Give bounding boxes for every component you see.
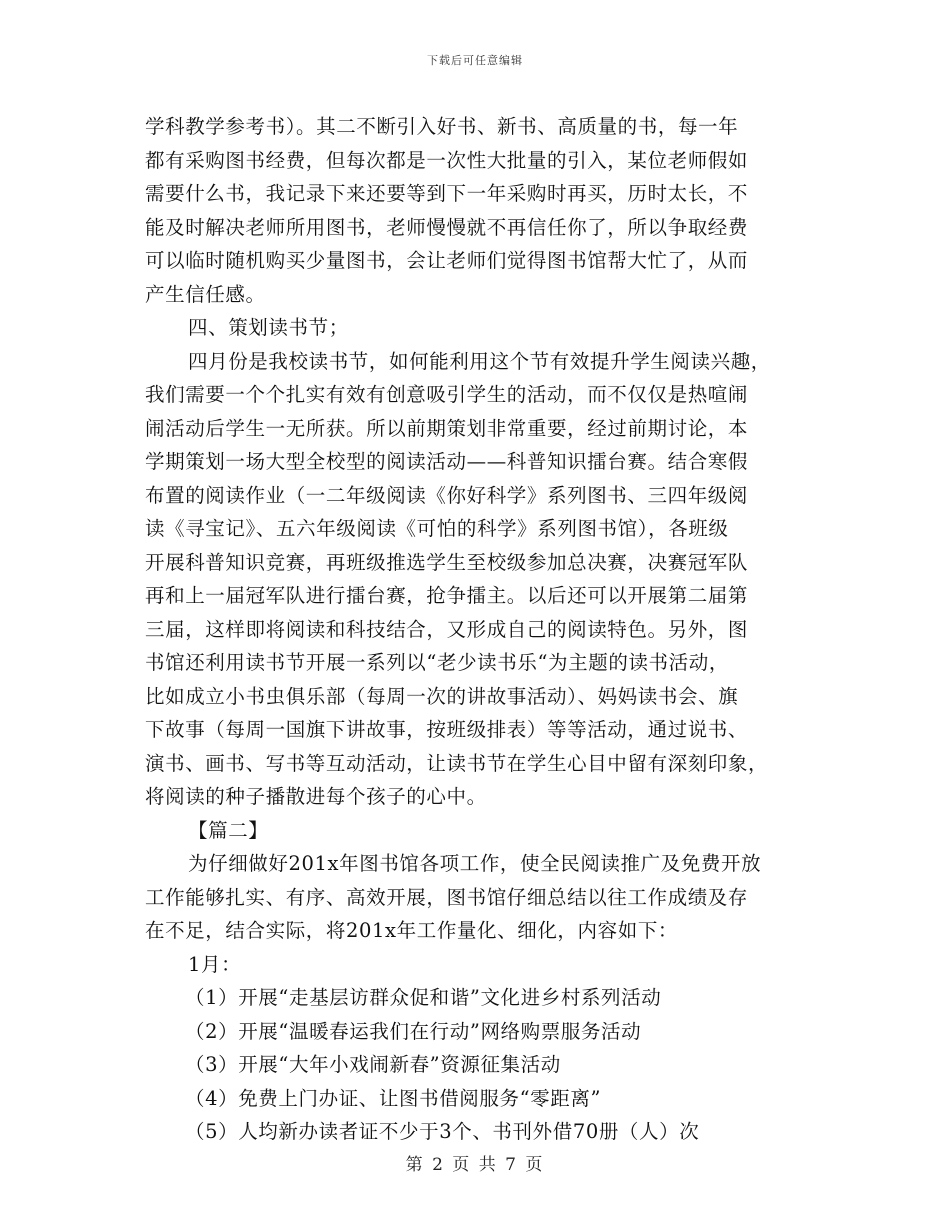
text-line: 工作能够扎实、有序、高效开展，图书馆仔细总结以往工作成绩及存 bbox=[145, 885, 749, 909]
text-line: 四月份是我校读书节，如何能利用这个节有效提升学生阅读兴趣， bbox=[188, 349, 771, 373]
text-line: 演书、画书、写书等互动活动，让读书节在学生心目中留有深刻印象， bbox=[145, 751, 769, 775]
document-body bbox=[145, 110, 810, 1149]
text-line: 开展科普知识竞赛，再班级推选学生至校级参加总决赛，决赛冠军队 bbox=[145, 550, 749, 574]
page-number-footer: 第 2 页 共 7 页 bbox=[405, 1155, 545, 1175]
text-line: 闹活动后学生一无所获。所以前期策划非常重要，经过前期讨论，本 bbox=[145, 416, 749, 440]
text-line: 需要什么书，我记录下来还要等到下一年采购时再买，历时太长，不 bbox=[145, 182, 749, 205]
text-line: 能及时解决老师所用图书，老师慢慢就不再信任你了，所以争取经费 bbox=[145, 215, 749, 239]
text-line: 【篇二】 bbox=[188, 818, 269, 842]
text-line: 在不足，结合实际，将201x年工作量化、细化，内容如下： bbox=[145, 919, 679, 942]
text-line: 产生信任感。 bbox=[145, 282, 266, 306]
text-line: 比如成立小书虫俱乐部（每周一次的讲故事活动）、妈妈读书会、旗 bbox=[145, 684, 739, 708]
text-line: 我们需要一个个扎实有效有创意吸引学生的活动，而不仅仅是热喧闹 bbox=[145, 383, 749, 406]
text-line: 三届，这样即将阅读和科技结合，又形成自己的阅读特色。另外，图 bbox=[145, 617, 749, 641]
text-line: 下故事（每周一国旗下讲故事，按班级排表）等等活动，通过说书、 bbox=[145, 718, 749, 741]
text-line: （5）人均新办读者证不少于3个、书刊外借70册（人）次 bbox=[185, 1120, 700, 1143]
text-line: 再和上一届冠军队进行擂台赛，抢争擂主。以后还可以开展第二届第 bbox=[145, 584, 749, 607]
text-line: 可以临时随机购买少量图书，会让老师们觉得图书馆帮大忙了，从而 bbox=[145, 249, 749, 272]
text-line: 书馆还利用读书节开展一系列以“老少读书乐“为主题的读书活动， bbox=[145, 651, 729, 674]
page-header: 下载后可任意编辑 bbox=[427, 54, 523, 67]
text-line: （1）开展“走基层访群众促和谐”文化进乡村系列活动 bbox=[185, 986, 662, 1009]
text-line: 学科教学参考书）。其二不断引入好书、新书、高质量的书，每一年 bbox=[145, 115, 739, 138]
text-line: 四、策划读书节； bbox=[188, 316, 349, 339]
text-line: 读《寻宝记》、五六年级阅读《可怕的科学》系列图书馆），各班级 bbox=[145, 517, 729, 540]
text-line: （4）免费上门办证、让图书借阅服务“零距离” bbox=[185, 1086, 602, 1110]
text-line: （3）开展“大年小戏闹新春”资源征集活动 bbox=[185, 1053, 561, 1076]
text-line: （2）开展“温暖春运我们在行动”网络购票服务活动 bbox=[185, 1019, 642, 1043]
text-line: 1月： bbox=[188, 952, 242, 976]
text-line: 布置的阅读作业（一二年级阅读《你好科学》系列图书、三四年级阅 bbox=[145, 483, 749, 507]
text-line: 学期策划一场大型全校型的阅读活动——科普知识擂台赛。结合寒假 bbox=[145, 450, 749, 473]
text-line: 将阅读的种子播散进每个孩子的心中。 bbox=[145, 785, 487, 808]
text-line: 为仔细做好201x年图书馆各项工作，使全民阅读推广及免费开放 bbox=[188, 852, 762, 875]
text-line: 都有采购图书经费，但每次都是一次性大批量的引入，某位老师假如 bbox=[145, 148, 749, 172]
